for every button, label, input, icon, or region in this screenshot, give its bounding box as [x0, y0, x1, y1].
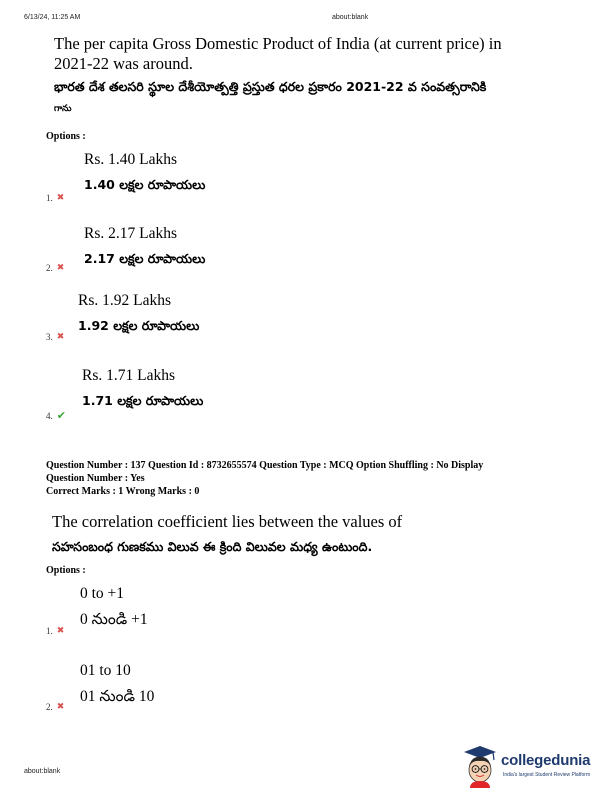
question2-text-en: The correlation coefficient lies between the values of	[52, 512, 403, 531]
q1-option4-en: Rs. 1.71 Lakhs	[82, 367, 175, 384]
q1-option1-te: 1.40 లక్షల రూపాయలు	[84, 177, 206, 192]
question2-text-te: సహసంబంధ గుణకము విలువ ఈ క్రింది విలువల మధ్య ఉంటుంది.	[52, 539, 373, 554]
q1-option1-number	[46, 193, 64, 203]
q1-option2-en: Rs. 2.17 Lakhs	[84, 225, 177, 242]
mascot-icon	[460, 744, 500, 788]
print-datetime: 6/13/24, 11:25 AM	[24, 14, 81, 21]
wrong-mark-icon: ✖	[56, 263, 65, 273]
logo-tagline: India's largest Student Review Platform	[503, 772, 591, 778]
q1-option3-te: 1.92 లక్షల రూపాయలు	[78, 318, 200, 333]
question2-meta-line3: Correct Marks : 1 Wrong Marks : 0	[46, 486, 200, 497]
question1-text-en-line2: 2021-22 was around.	[54, 54, 193, 73]
print-page-title: about:blank	[332, 14, 369, 21]
q1-option3-en: Rs. 1.92 Lakhs	[78, 292, 171, 309]
q2-option1-num-text: 1.	[46, 626, 53, 636]
q1-option1-num-text: 1.	[46, 193, 53, 203]
q2-option1-number	[46, 626, 64, 636]
q1-option4-num-text: 4.	[46, 410, 53, 421]
question2-meta-line2: Question Number : Yes	[46, 473, 145, 484]
q2-option1-en: 0 to +1	[80, 585, 125, 602]
q2-option1-te: 0 నుండి +1	[80, 611, 148, 628]
collegedunia-logo	[460, 744, 608, 788]
wrong-mark-icon: ✖	[56, 193, 65, 203]
question1-options-label: Options :	[46, 131, 86, 142]
wrong-mark-icon: ✖	[56, 332, 65, 342]
question1-text-en-line1: The per capita Gross Domestic Product of India (at current price) in	[54, 34, 502, 53]
question2-options-label: Options :	[46, 565, 86, 576]
q1-option2-te: 2.17 లక్షల రూపాయలు	[84, 251, 206, 266]
q1-option1-en: Rs. 1.40 Lakhs	[84, 151, 177, 168]
q2-option2-te: 01 నుండి 10	[80, 688, 155, 705]
q1-option3-number	[46, 332, 64, 342]
logo-wordmark: collegedunia	[501, 752, 591, 769]
q1-option4-te: 1.71 లక్షల రూపాయలు	[82, 393, 204, 408]
q1-option2-num-text: 2.	[46, 263, 53, 273]
q1-option2-number	[46, 263, 64, 273]
correct-check-icon: ✔	[56, 409, 66, 422]
question1-text-te	[54, 76, 594, 120]
question1-text-en	[54, 34, 594, 74]
question2-meta	[46, 459, 606, 498]
print-footer-url: about:blank	[24, 768, 61, 775]
q2-option2-number	[46, 702, 64, 712]
wrong-mark-icon: ✖	[56, 702, 65, 712]
wrong-mark-icon: ✖	[56, 626, 65, 636]
question2-meta-line1: Question Number : 137 Question Id : 8732655574 Question Type : MCQ Option Shuffling : No Display	[46, 460, 484, 471]
q1-option4-number	[46, 409, 66, 422]
question1-text-te-line1: భారత దేశ తలసరి స్థూల దేశీయోత్పత్తి ప్రస్తుత ధరల ప్రకారం 2021-22 వ సంవత్సరానికి	[54, 79, 487, 94]
q1-option3-num-text: 3.	[46, 332, 53, 342]
q2-option2-num-text: 2.	[46, 702, 53, 712]
question1-text-te-line2: గాను	[54, 104, 72, 114]
q2-option2-en: 01 to 10	[80, 662, 131, 679]
